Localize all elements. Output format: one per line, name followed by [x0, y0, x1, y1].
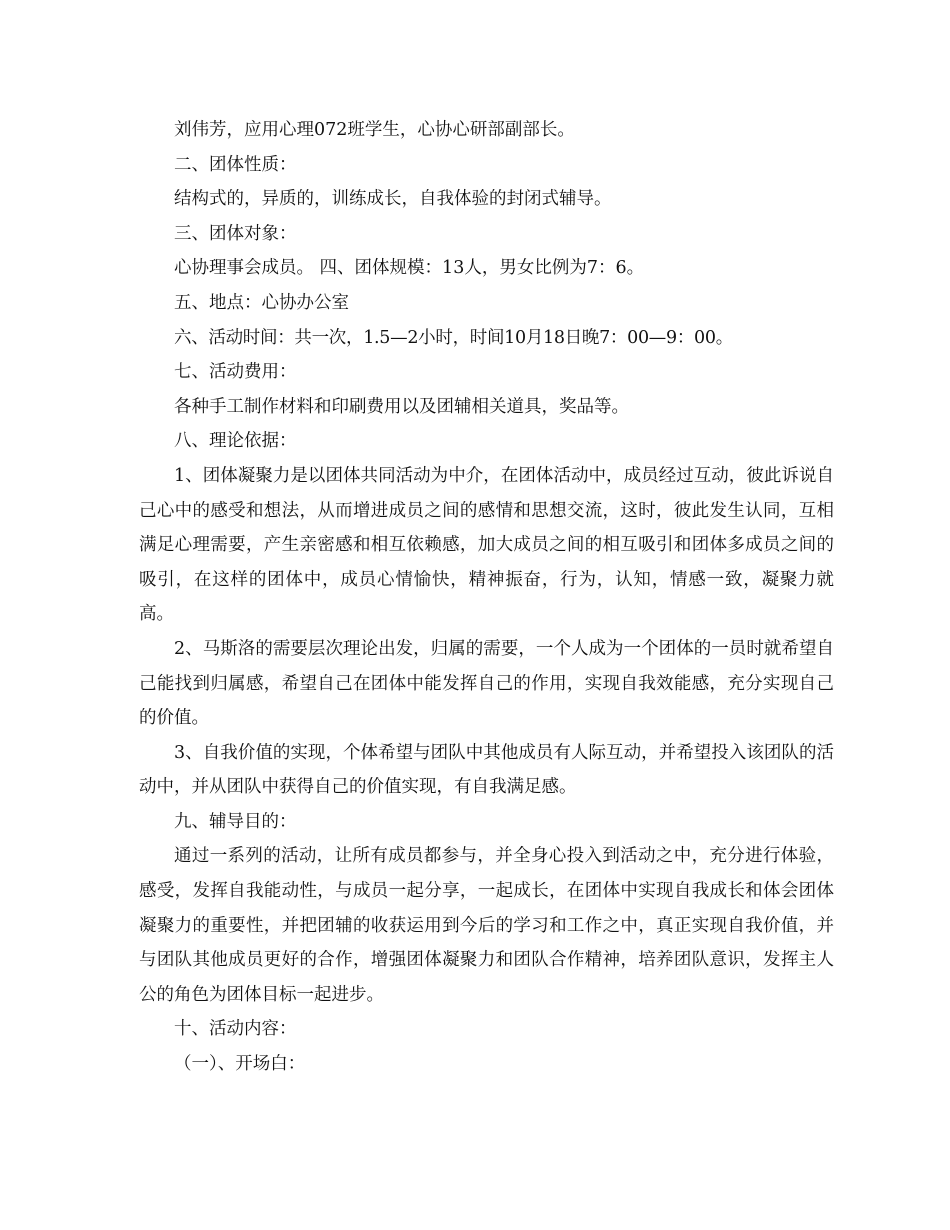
- paragraph-counseling-goal: 通过一系列的活动，让所有成员都参与，并全身心投入到活动之中，充分进行体验，感受，发挥自我能动性，与成员一起分享，一起成长，在团体中实现自我成长和体会团体凝聚力的重要性，并把团辅的收获运用到今后的学习和工作之中，真正实现自我价值，并与团队其他成员更好的合作，增强团体凝聚力和团队合作精神，培养团队意识，发挥主人公的角色为团体目标一起进步。: [139, 846, 834, 1005]
- paragraph-group-target-scale: 心协理事会成员。 四、团体规模：13人，男女比例为7：6。: [174, 258, 645, 279]
- paragraph-activity-cost: 各种手工制作材料和印刷费用以及团辅相关道具，奖品等。: [174, 396, 629, 417]
- heading-group-nature: 二、团体性质：: [174, 154, 297, 175]
- heading-activity-cost: 七、活动费用：: [174, 362, 297, 383]
- paragraph-theory-3: 3、自我价值的实现，个体希望与团队中其他成员有人际互动，并希望投入该团队的活动中，并从团队中获得自己的价值实现，有自我满足感。: [139, 742, 834, 798]
- paragraph-member-intro: 刘伟芳，应用心理072班学生，心协心研部副部长。: [174, 120, 575, 140]
- document-body: [139, 113, 834, 1082]
- heading-group-target: 三、团体对象：: [174, 223, 297, 244]
- heading-activity-content: 十、活动内容：: [174, 1019, 297, 1040]
- heading-theory-basis: 八、理论依据：: [174, 431, 297, 452]
- paragraph-location: 五、地点：心协办公室: [174, 292, 349, 313]
- heading-counseling-goal: 九、辅导目的：: [174, 811, 297, 832]
- paragraph-theory-1: 1、团体凝聚力是以团体共同活动为中介，在团体活动中，成员经过互动，彼此诉说自己心中的感受和想法，从而增进成员之间的感情和思想交流，这时，彼此发生认同，互相满足心理需要，产生亲密感和相互依赖感，加大成员之间的相互吸引和团体多成员之间的吸引，在这样的团体中，成员心情愉快，精神振奋，行为，认知，情感一致，凝聚力就高。: [139, 465, 834, 625]
- paragraph-group-nature: 结构式的，异质的，训练成长，自我体验的封闭式辅导。: [174, 189, 612, 210]
- paragraph-theory-2: 2、马斯洛的需要层次理论出发，归属的需要，一个人成为一个团体的一员时就希望自己能找到归属感，希望自己在团体中能发挥自己的作用，实现自我效能感，充分实现自己的价值。: [139, 638, 834, 729]
- heading-opening-remarks: （一）、开场白：: [174, 1054, 306, 1075]
- paragraph-activity-time: 六、活动时间：共一次，1.5—2小时，时间10月18日晚7：00—9：00。: [174, 327, 733, 348]
